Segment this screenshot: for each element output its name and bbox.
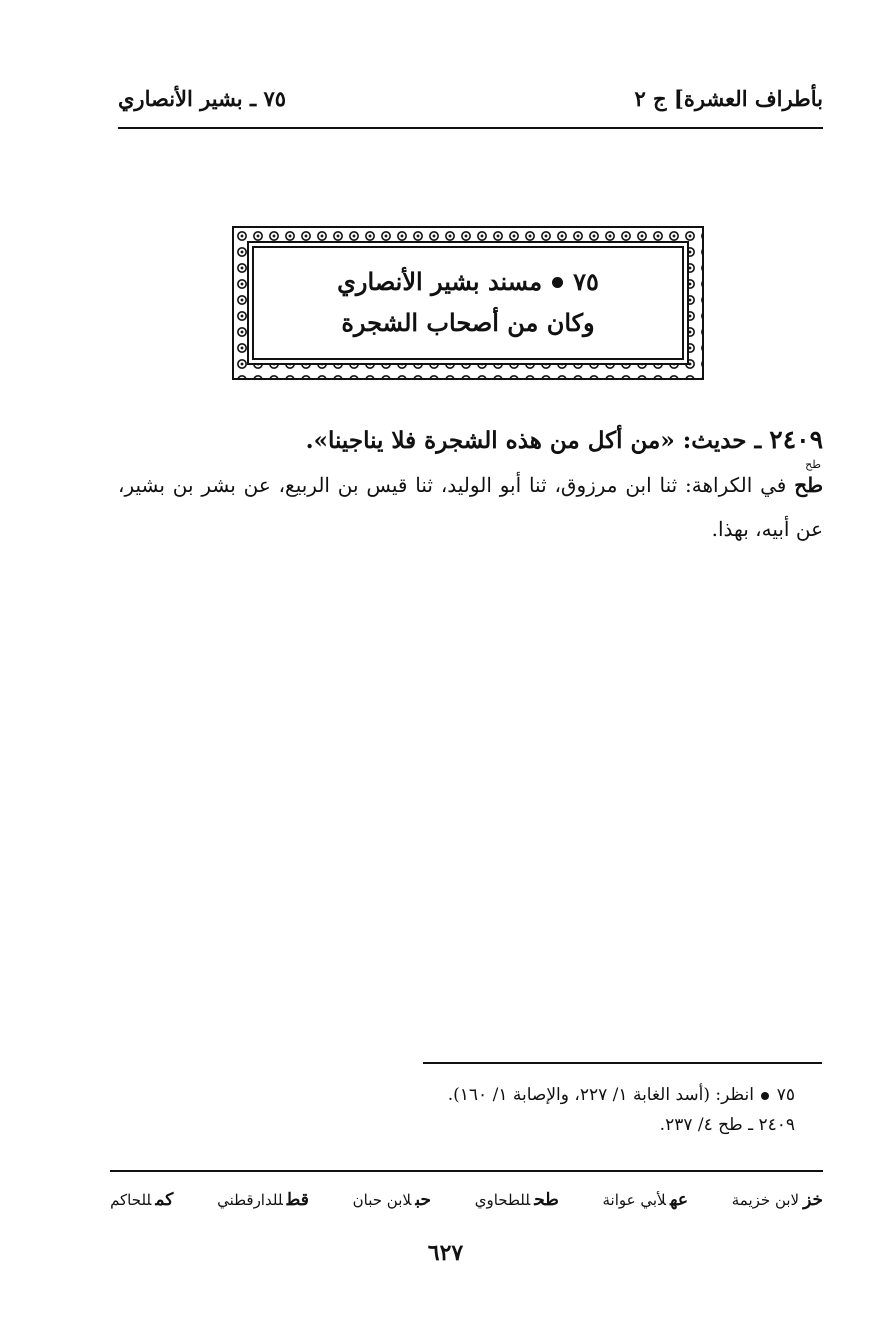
title-line-1	[337, 262, 599, 303]
key-rule	[110, 1170, 823, 1172]
header-rule	[118, 127, 823, 129]
entry-heading	[118, 418, 823, 463]
bullet-icon	[761, 1092, 769, 1100]
footnote-rule	[423, 1062, 822, 1064]
section-title: مسند بشير الأنصاري	[337, 267, 543, 297]
page-number: ٦٢٧	[427, 1240, 464, 1266]
header-book-title: بأطراف العشرة] ج ٢	[634, 85, 823, 111]
key-item: طحللطحاوي	[474, 1190, 559, 1210]
key-item: قطللدارقطني	[217, 1190, 309, 1210]
bullet-icon	[552, 277, 563, 288]
key-item: خزلابن خزيمة	[731, 1190, 823, 1210]
sigla-superscript: طح	[805, 458, 822, 471]
sigla-text: طح	[794, 473, 824, 497]
key-item: حبلابن حبان	[352, 1190, 431, 1210]
footnotes	[300, 1080, 795, 1140]
isnad-text: في الكراهة: ثنا ابن مرزوق، ثنا أبو الوليد، ثنا قيس بن الربيع، عن بشر بن بشير، عن أبيه، بهذا.	[118, 473, 823, 541]
running-header	[118, 78, 823, 118]
footnote-2: ٢٤٠٩ ـ طح ٤/ ٢٣٧.	[659, 1115, 795, 1135]
key-item: عهلأبي عوانة	[602, 1190, 688, 1210]
key-item: كمللحاكم	[110, 1190, 174, 1210]
hadith-quote: «من أكل من هذه الشجرة فلا يناجينا».	[305, 427, 675, 454]
hadith-entry	[118, 418, 823, 551]
abbreviation-key	[110, 1182, 823, 1218]
section-number: ٧٥	[573, 267, 599, 297]
title-box	[252, 246, 684, 360]
entry-body	[118, 458, 824, 551]
header-chapter-title: ٧٥ ـ بشير الأنصاري	[118, 85, 286, 111]
source-sigla	[794, 458, 824, 507]
footnote-1-text: انظر: (أسد الغابة ١/ ٢٢٧، والإصابة ١/ ١٦٠).	[447, 1085, 754, 1105]
entry-number: ٢٤٠٩	[769, 425, 823, 454]
entry-label: ـ حديث:	[682, 427, 762, 454]
section-subtitle: وكان من أصحاب الشجرة	[341, 308, 595, 337]
footnote-1-number: ٧٥	[776, 1085, 795, 1105]
footnote-1	[300, 1080, 795, 1110]
ornamental-title-frame	[232, 226, 704, 380]
